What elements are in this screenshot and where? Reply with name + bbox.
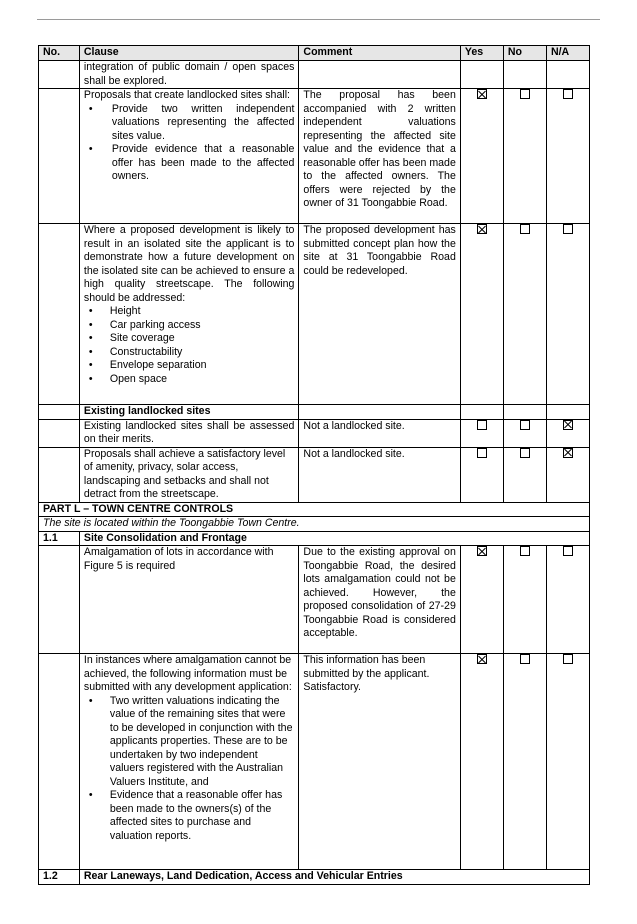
no-checkbox[interactable] [520, 420, 530, 430]
clause-bullet: • Height [84, 305, 295, 319]
na-checkbox[interactable] [563, 420, 573, 430]
yes-checkbox[interactable] [477, 654, 487, 664]
no-checkbox[interactable] [520, 89, 530, 99]
na-checkbox[interactable] [563, 224, 573, 234]
clause-bullet: • Provide evidence that a reasonable offer has been made to the affected owners. [84, 143, 295, 184]
table-row [39, 447, 590, 502]
na-checkbox[interactable] [563, 654, 573, 664]
comment-text: Not a landlocked site. [299, 419, 460, 447]
subheading: Existing landlocked sites [79, 405, 299, 420]
col-header-clause: Clause [79, 46, 299, 61]
table-row [39, 405, 590, 420]
clause-cell [79, 89, 299, 224]
compliance-table [38, 45, 590, 885]
comment-text: The proposed development has submitted concept plan how the site at 31 Toongabbie Road could be redeveloped. [299, 224, 460, 405]
yes-checkbox[interactable] [477, 420, 487, 430]
table-row [39, 61, 590, 89]
comment-text: Not a landlocked site. [299, 447, 460, 502]
col-header-na: N/A [546, 46, 589, 61]
col-header-yes: Yes [460, 46, 503, 61]
clause-bullet: • Site coverage [84, 332, 295, 346]
table-row [39, 517, 590, 532]
table-header-row [39, 46, 590, 61]
comment-text: This information has been submitted by the applicant. Satisfactory. [299, 654, 460, 870]
na-checkbox[interactable] [563, 546, 573, 556]
section-number: 1.1 [39, 531, 80, 546]
col-header-no: No. [39, 46, 80, 61]
clause-bullet: • Car parking access [84, 319, 295, 333]
clause-bullet: • Provide two written independent valuations representing the affected sites value. [84, 103, 295, 144]
clause-text: In instances where amalgamation cannot be achieved, the following information must be submitted with any development application: [83, 654, 292, 693]
na-checkbox[interactable] [563, 448, 573, 458]
part-note: The site is located within the Toongabbie Town Centre. [39, 517, 590, 532]
clause-text: Where a proposed development is likely to result in an isolated site the applicant is to demonstrate how a future development on the isolated site can be achieved to ensure a high quality streetscape. The following should be addressed: [83, 224, 295, 304]
clause-text: Existing landlocked sites shall be assessed on their merits. [79, 419, 299, 447]
comment-text: The proposal has been accompanied with 2 written independent valuations representing the affected site value and the evidence that a reasonable offer has been made to the affected owners. The offers were rejected by the owner of 31 Toongabbie Road. [299, 89, 460, 224]
no-checkbox[interactable] [520, 448, 530, 458]
table-row [39, 870, 590, 885]
page-header-rule [37, 19, 600, 20]
table-row [39, 224, 590, 405]
table-row [39, 419, 590, 447]
clause-text: integration of public domain / open spaces shall be explored. [79, 61, 299, 89]
clause-bullet: • Two written valuations indicating the value of the remaining sites that were to be developed in conjunction with the applicants properties. These are to be undertaken by two independent valuers registered with the Australian Valuers Institute, and [84, 695, 295, 790]
clause-bullet: • Constructability [84, 346, 295, 360]
col-header-no-answer: No [503, 46, 546, 61]
table-row [39, 531, 590, 546]
yes-checkbox[interactable] [477, 89, 487, 99]
clause-text: Proposals that create landlocked sites shall: [83, 89, 290, 101]
clause-bullet: • Open space [84, 373, 295, 387]
section-heading: Site Consolidation and Frontage [79, 531, 589, 546]
section-number: 1.2 [39, 870, 80, 885]
yes-checkbox[interactable] [477, 224, 487, 234]
table-row [39, 502, 590, 517]
no-checkbox[interactable] [520, 224, 530, 234]
na-checkbox[interactable] [563, 89, 573, 99]
clause-text: Amalgamation of lots in accordance with Figure 5 is required [79, 546, 299, 654]
clause-text: Proposals shall achieve a satisfactory level of amenity, privacy, solar access, landscaping and setbacks and shall not detract from the streetscape. [79, 447, 299, 502]
table-row [39, 654, 590, 870]
col-header-comment: Comment [299, 46, 460, 61]
no-checkbox[interactable] [520, 654, 530, 664]
clause-bullet: • Evidence that a reasonable offer has been made to the owners(s) of the affected sites to purchase and valuation reports. [84, 789, 295, 843]
clause-cell [79, 654, 299, 870]
section-heading: Rear Laneways, Land Dedication, Access and Vehicular Entries [79, 870, 589, 885]
table-row [39, 89, 590, 224]
yes-checkbox[interactable] [477, 448, 487, 458]
part-heading: PART L – TOWN CENTRE CONTROLS [39, 502, 590, 517]
yes-checkbox[interactable] [477, 546, 487, 556]
no-checkbox[interactable] [520, 546, 530, 556]
clause-cell [79, 224, 299, 405]
comment-text: Due to the existing approval on Toongabbie Road, the desired lots amalgamation could not be achieved. However, the proposed consolidation of 27-29 Toongabbie Road is considered acceptable. [299, 546, 460, 654]
clause-bullet: • Envelope separation [84, 359, 295, 373]
table-row [39, 546, 590, 654]
